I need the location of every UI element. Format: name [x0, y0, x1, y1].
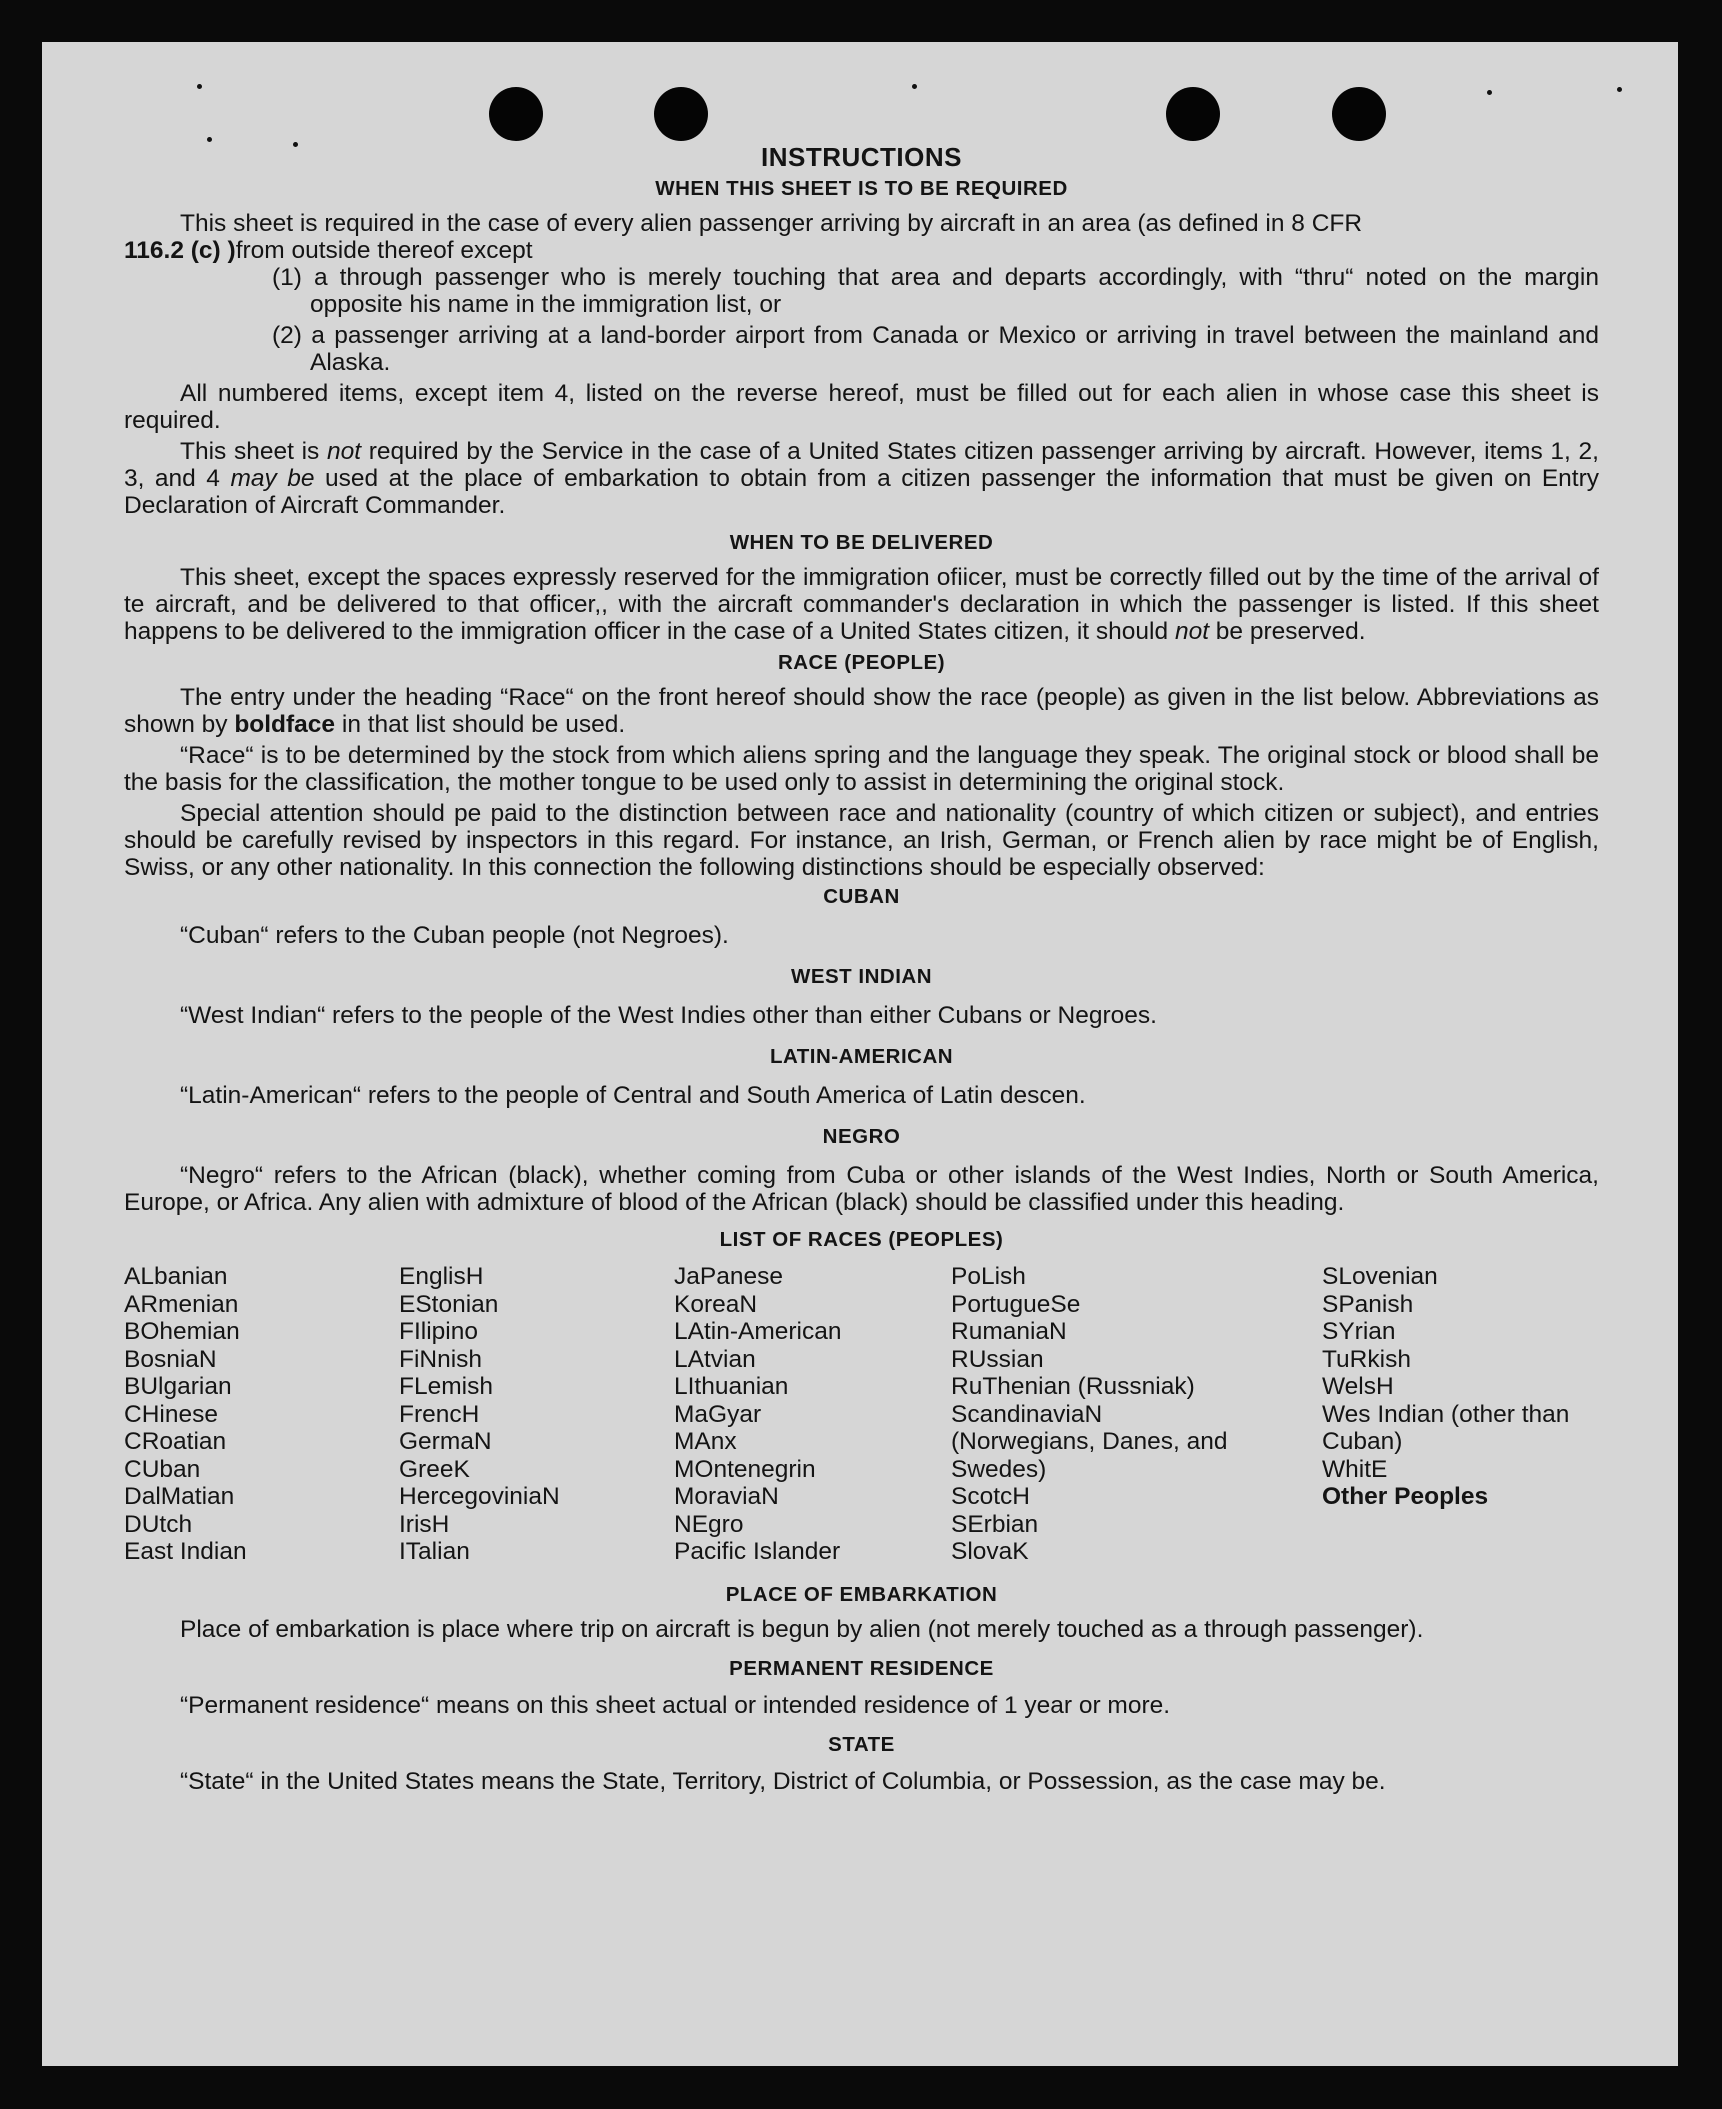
paragraph-required-3: [124, 438, 1599, 519]
text: required by the Service in the case of a United States citizen passenger arriving by aircraft. However, items 1, 2, 3, and 4: [124, 438, 1599, 492]
race-list-item: DUtch: [124, 1510, 193, 1538]
race-list-item: IrisH: [399, 1510, 450, 1538]
text: be preserved.: [1209, 618, 1366, 645]
race-list-item: CRoatian: [124, 1428, 227, 1455]
races-list: [124, 1263, 1599, 1573]
paragraph-latin-american: “Latin-American“ refers to the people of Central and South America of Latin descen.: [180, 1082, 1086, 1109]
exception-item-2: (2) a passenger arriving at a land-border airport from Canada or Mexico or arriving in travel between the mainland and Alaska.: [272, 322, 1599, 376]
race-list-item: ScotcH: [951, 1483, 1030, 1510]
race-list-item: Other Peoples: [1322, 1483, 1489, 1510]
races-column-2: [399, 1263, 659, 1566]
paragraph-residence: “Permanent residence“ means on this sheet actual or intended residence of 1 year or more.: [180, 1692, 1171, 1719]
section-title-races-list: LIST OF RACES (PEOPLES): [719, 1228, 1004, 1251]
page-title: INSTRUCTIONS: [761, 142, 962, 172]
speck: [1487, 90, 1492, 95]
speck: [1617, 87, 1622, 92]
race-list-item: WhitE: [1322, 1455, 1388, 1483]
race-list-item: RumaniaN: [951, 1318, 1067, 1345]
race-list-item: WelsH: [1322, 1373, 1394, 1400]
document-sheet: [42, 42, 1678, 2066]
speck: [912, 84, 917, 89]
race-list-item: TuRkish: [1322, 1345, 1411, 1373]
race-list-item: LAtin-American: [674, 1318, 842, 1345]
race-list-item: DalMatian: [124, 1483, 235, 1510]
races-column-3: [674, 1263, 944, 1566]
text: used at the place of embarkation to obtain from a citizen passenger the information that must be given on Entry Declaration of Aircraft Commander.: [124, 465, 1600, 519]
section-title-required: WHEN THIS SHEET IS TO BE REQUIRED: [655, 177, 1068, 200]
section-title-delivered: WHEN TO BE DELIVERED: [729, 531, 994, 554]
race-list-item: NEgro: [674, 1510, 744, 1538]
race-list-item: KoreaN: [674, 1290, 758, 1318]
races-column-4: [951, 1263, 1251, 1566]
paragraph-cuban: “Cuban“ refers to the Cuban people (not Negroes).: [180, 922, 729, 949]
race-list-item: LIthuanian: [674, 1373, 789, 1400]
section-title-state: STATE: [828, 1733, 895, 1756]
speck: [197, 84, 202, 89]
section-title-latin-american: LATIN-AMERICAN: [769, 1045, 954, 1068]
paragraph-race-2: “Race“ is to be determined by the stock from which aliens spring and the language they speak. The original stock or blood shall be the basis for the classification, the mother tongue to be used only to assist in determining the original stock.: [124, 742, 1599, 796]
race-list-item: East Indian: [124, 1538, 247, 1565]
text: The entry under the heading “Race“ on the front hereof should show the race (people) as given in the list below. Abbreviations as shown by: [124, 684, 1599, 738]
race-list-item: MAnx: [674, 1428, 737, 1455]
race-list-item: CUban: [124, 1455, 201, 1483]
race-list-item: PoLish: [951, 1263, 1026, 1290]
race-list-item: BOhemian: [124, 1318, 240, 1345]
text-bold: boldface: [234, 711, 336, 738]
race-list-item: LAtvian: [674, 1345, 756, 1373]
race-list-item: SYrian: [1322, 1318, 1396, 1345]
paragraph-required-2: All numbered items, except item 4, listed on the reverse hereof, must be filled out for each alien in whose case this sheet is required.: [124, 380, 1599, 434]
paragraph-negro: “Negro“ refers to the African (black), whether coming from Cuba or other islands of the West Indies, North or South America, Europe, or Africa. Any alien with admixture of blood of the African (black) should be classified under this heading.: [124, 1162, 1599, 1216]
text-emphasis: may be: [230, 465, 315, 492]
race-list-item: ALbanian: [124, 1263, 228, 1290]
section-title-residence: PERMANENT RESIDENCE: [729, 1657, 994, 1680]
text: This sheet is: [180, 438, 327, 465]
races-column-1: [124, 1263, 384, 1566]
section-title-cuban: CUBAN: [823, 885, 900, 908]
paragraph-embarkation: Place of embarkation is place where trip on aircraft is begun by alien (not merely touched as a through passenger).: [180, 1616, 1424, 1643]
race-list-item: FiNnish: [399, 1345, 483, 1373]
race-list-item: PortugueSe: [951, 1290, 1081, 1318]
section-title-negro: NEGRO: [822, 1125, 901, 1148]
paragraph-state: “State“ in the United States means the State, Territory, District of Columbia, or Possession, as the case may be.: [180, 1768, 1386, 1795]
race-list-item: FLemish: [399, 1373, 493, 1400]
race-list-item: SlovaK: [951, 1538, 1029, 1565]
race-list-item: FIlipino: [399, 1318, 478, 1345]
race-list-item: MaGyar: [674, 1400, 762, 1428]
text: This sheet is required in the case of every alien passenger arriving by aircraft in an area (as defined in 8 CFR: [180, 210, 1363, 237]
cfr-reference: 116.2 (c) ): [124, 237, 236, 264]
race-list-item: Pacific Islander: [674, 1538, 841, 1565]
race-list-item: EStonian: [399, 1290, 499, 1318]
paragraph-required-1: [124, 210, 1599, 264]
race-list-item: BosniaN: [124, 1345, 217, 1373]
paragraph-delivered: [124, 564, 1599, 645]
race-list-item: MOntenegrin: [674, 1455, 816, 1483]
section-title-race: RACE (PEOPLE): [777, 651, 946, 674]
section-title-west-indian: WEST INDIAN: [790, 965, 933, 988]
race-list-item: RuThenian (Russniak): [951, 1373, 1195, 1400]
paragraph-race-1: [124, 684, 1599, 738]
text-emphasis: not: [327, 438, 362, 465]
races-column-5: [1322, 1263, 1599, 1511]
text: This sheet, except the spaces expressly reserved for the immigration ofiicer, must be correctly filled out by the time of the arrival of te aircraft, and be delivered to that officer,, with the aircraft commander's declaration in which the passenger is listed. If this sheet happens to be delivered to the immigration officer in the case of a United States citizen, it should: [124, 564, 1599, 645]
race-list-item: ITalian: [399, 1538, 470, 1565]
race-list-item: MoraviaN: [674, 1483, 779, 1510]
race-list-item: GreeK: [399, 1455, 470, 1483]
text: from outside thereof except: [235, 237, 533, 264]
section-title-embarkation: PLACE OF EMBARKATION: [725, 1583, 998, 1606]
race-list-item: SPanish: [1322, 1290, 1414, 1318]
race-list-item: BUlgarian: [124, 1373, 232, 1400]
race-list-item: GermaN: [399, 1428, 492, 1455]
race-list-item: SErbian: [951, 1510, 1039, 1538]
text-emphasis: not: [1174, 618, 1209, 645]
paragraph-race-3: Special attention should pe paid to the distinction between race and nationality (country of which citizen or subject), and entries should be carefully revised by inspectors in this regard. For instance, an Irish, German, or French alien by race might be of English, Swiss, or any other nationality. In this connection the following distinctions should be especially observed:: [124, 800, 1599, 881]
paragraph-west-indian: “West Indian“ refers to the people of the West Indies other than either Cubans or Negroes.: [180, 1002, 1157, 1029]
race-list-item: CHinese: [124, 1400, 218, 1428]
race-list-item: ScandinaviaN (Norwegians, Danes, and Swedes): [951, 1400, 1228, 1483]
race-list-item: JaPanese: [674, 1263, 783, 1290]
race-list-item: EnglisH: [399, 1263, 484, 1290]
race-list-item: HercegoviniaN: [399, 1483, 560, 1510]
race-list-item: Wes Indian (other than Cuban): [1322, 1400, 1570, 1455]
race-list-item: SLovenian: [1322, 1263, 1438, 1290]
race-list-item: FrencH: [399, 1400, 480, 1428]
text: in that list should be used.: [335, 711, 626, 738]
race-list-item: RUssian: [951, 1345, 1044, 1373]
race-list-item: ARmenian: [124, 1290, 239, 1318]
instructions-content: [124, 104, 1599, 1795]
exception-item-1: (1) a through passenger who is merely touching that area and departs accordingly, with “thru“ noted on the margin opposite his name in the immigration list, or: [272, 264, 1599, 318]
